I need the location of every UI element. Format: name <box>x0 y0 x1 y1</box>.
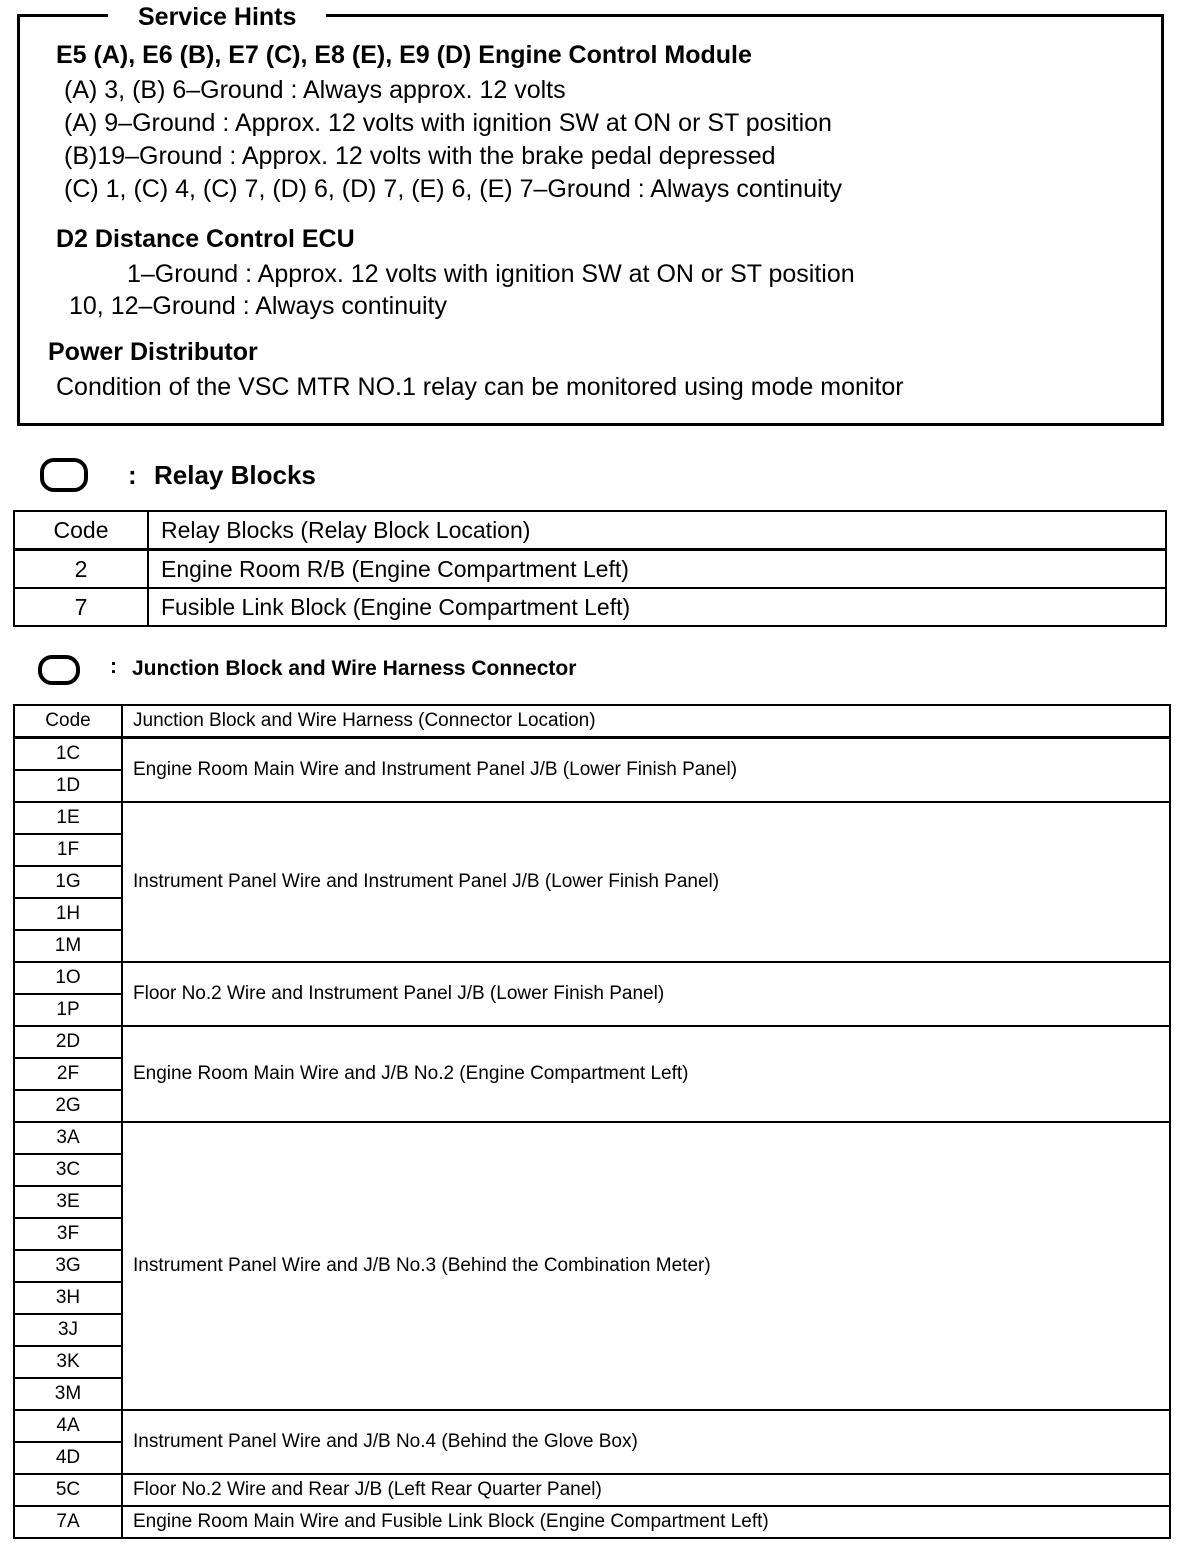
junction-block-legend-label: Junction Block and Wire Harness Connector <box>132 657 577 680</box>
connector-code: 1O <box>14 962 122 994</box>
relay-blocks-legend <box>40 458 316 492</box>
connector-code: 1F <box>14 834 122 866</box>
ecm-hint-line: (C) 1, (C) 4, (C) 7, (D) 6, (D) 7, (E) 6, (E) 7–Ground : Always continuity <box>64 175 842 203</box>
connector-code: 7A <box>14 1506 122 1538</box>
table-row <box>14 802 1170 834</box>
connector-code: 3H <box>14 1282 122 1314</box>
ecm-heading: E5 (A), E6 (B), E7 (C), E8 (E), E9 (D) Engine Control Module <box>56 41 752 69</box>
connector-code: 3M <box>14 1378 122 1410</box>
connector-code: 3G <box>14 1250 122 1282</box>
connector-code: 4A <box>14 1410 122 1442</box>
connector-location: Floor No.2 Wire and Instrument Panel J/B (Lower Finish Panel) <box>122 962 1170 1026</box>
connector-code: 3A <box>14 1122 122 1154</box>
relay-location: Fusible Link Block (Engine Compartment Left) <box>148 588 1166 626</box>
connector-code: 3F <box>14 1218 122 1250</box>
connector-location: Instrument Panel Wire and J/B No.3 (Behind the Combination Meter) <box>122 1122 1170 1410</box>
relay-code: 7 <box>14 588 148 626</box>
relay-blocks-table <box>13 510 1167 627</box>
connector-location: Instrument Panel Wire and J/B No.4 (Behind the Glove Box) <box>122 1410 1170 1474</box>
legend-colon: : <box>110 655 117 678</box>
location-header: Junction Block and Wire Harness (Connector Location) <box>122 705 1170 738</box>
connector-location: Engine Room Main Wire and Fusible Link Block (Engine Compartment Left) <box>122 1506 1170 1538</box>
table-header-row <box>14 511 1166 550</box>
service-hints-box <box>17 3 1164 426</box>
table-row <box>14 738 1170 771</box>
table-row <box>14 962 1170 994</box>
ecm-hint-line: (B)19–Ground : Approx. 12 volts with the brake pedal depressed <box>64 142 776 170</box>
location-header: Relay Blocks (Relay Block Location) <box>148 511 1166 550</box>
relay-code: 2 <box>14 550 148 589</box>
connector-code: 3C <box>14 1154 122 1186</box>
connector-location: Engine Room Main Wire and Instrument Panel J/B (Lower Finish Panel) <box>122 738 1170 803</box>
connector-code: 2D <box>14 1026 122 1058</box>
connector-location: Engine Room Main Wire and J/B No.2 (Engine Compartment Left) <box>122 1026 1170 1122</box>
ecm-hint-line: (A) 3, (B) 6–Ground : Always approx. 12 volts <box>64 76 566 104</box>
connector-code: 1G <box>14 866 122 898</box>
relay-block-symbol-icon <box>40 458 88 492</box>
table-row <box>14 550 1166 589</box>
connector-code: 3K <box>14 1346 122 1378</box>
table-row <box>14 1122 1170 1154</box>
relay-location: Engine Room R/B (Engine Compartment Left) <box>148 550 1166 589</box>
dce-heading: D2 Distance Control ECU <box>56 225 355 253</box>
code-header: Code <box>14 705 122 738</box>
ecm-hint-line: (A) 9–Ground : Approx. 12 volts with ignition SW at ON or ST position <box>64 109 832 137</box>
junction-block-legend <box>38 655 577 685</box>
legend-colon: : <box>128 460 137 490</box>
table-row <box>14 588 1166 626</box>
table-row <box>14 1506 1170 1538</box>
table-row <box>14 1026 1170 1058</box>
connector-code: 2F <box>14 1058 122 1090</box>
connector-code: 1D <box>14 770 122 802</box>
dce-hint-line: 1–Ground : Approx. 12 volts with ignition SW at ON or ST position <box>127 260 855 288</box>
connector-code: 5C <box>14 1474 122 1506</box>
table-row <box>14 1474 1170 1506</box>
connector-code: 2G <box>14 1090 122 1122</box>
junction-block-table <box>13 704 1171 1539</box>
connector-code: 1P <box>14 994 122 1026</box>
service-hints-title: Service Hints <box>108 3 326 31</box>
connector-code: 1H <box>14 898 122 930</box>
connector-location: Floor No.2 Wire and Rear J/B (Left Rear Quarter Panel) <box>122 1474 1170 1506</box>
connector-location: Instrument Panel Wire and Instrument Panel J/B (Lower Finish Panel) <box>122 802 1170 962</box>
table-header-row <box>14 705 1170 738</box>
connector-code: 1C <box>14 738 122 771</box>
junction-block-symbol-icon <box>38 655 80 685</box>
relay-blocks-legend-label: Relay Blocks <box>154 460 316 490</box>
table-row <box>14 1410 1170 1442</box>
connector-code: 3J <box>14 1314 122 1346</box>
code-header: Code <box>14 511 148 550</box>
connector-code: 1E <box>14 802 122 834</box>
connector-code: 1M <box>14 930 122 962</box>
connector-code: 3E <box>14 1186 122 1218</box>
dce-hint-line: 10, 12–Ground : Always continuity <box>69 292 448 320</box>
pd-hint-line: Condition of the VSC MTR NO.1 relay can be monitored using mode monitor <box>56 373 904 401</box>
connector-code: 4D <box>14 1442 122 1474</box>
pd-heading: Power Distributor <box>48 338 258 366</box>
